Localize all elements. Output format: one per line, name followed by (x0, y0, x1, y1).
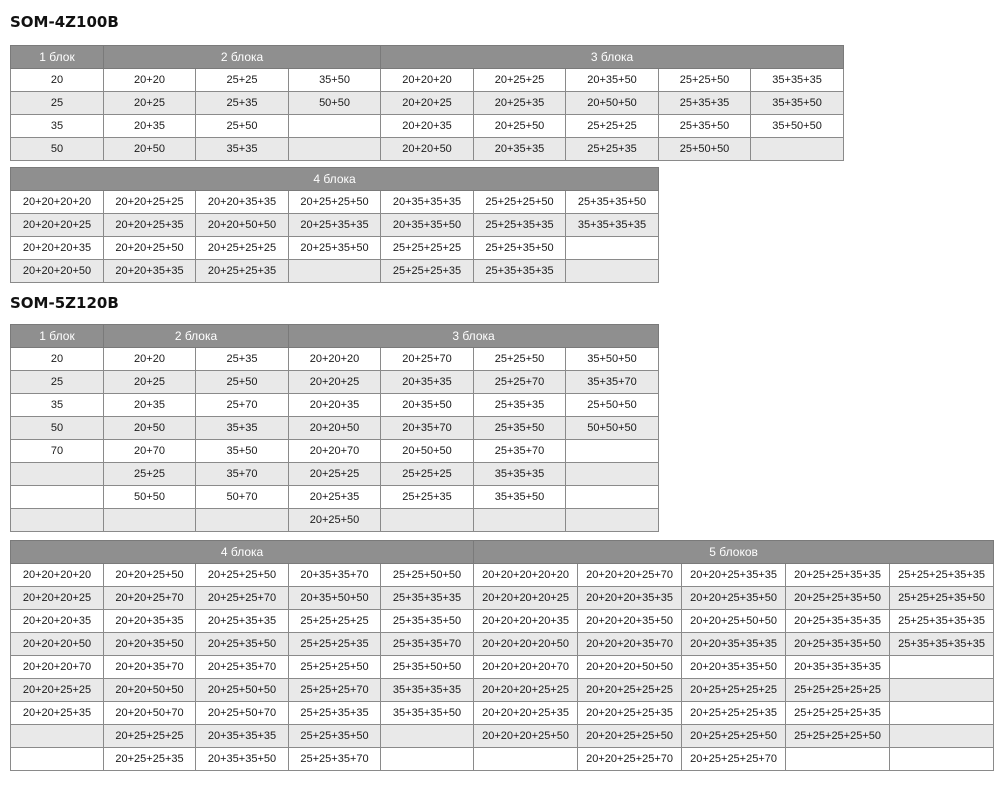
table-cell: 20+20+20+35 (11, 237, 104, 260)
table-cell: 20+20+25+25 (11, 679, 104, 702)
table-cell: 20+20+20+20 (11, 564, 104, 587)
table-cell (786, 748, 890, 771)
table-cell: 25+35+35 (659, 92, 751, 115)
table-cell: 35+35+35+50 (381, 702, 474, 725)
table-cell: 20+20+35 (381, 115, 474, 138)
table-cell: 20+20+25 (381, 92, 474, 115)
table-cell: 20+20+20 (381, 69, 474, 92)
table-row (11, 509, 659, 532)
table-som-5z120b-4-5-blocks (10, 540, 994, 771)
table-cell: 25+25+25+35+35 (890, 564, 994, 587)
table-cell: 20+35+50 (566, 69, 659, 92)
table-cell: 25+25+25+25+50 (786, 725, 890, 748)
table-cell: 20+35+35+35 (381, 191, 474, 214)
table-cell: 20+25+25+25 (196, 237, 289, 260)
table-cell (566, 237, 659, 260)
table-cell: 25+25+25 (566, 115, 659, 138)
table-cell: 25+35+35+35+35 (890, 633, 994, 656)
table-row (11, 260, 659, 283)
table-cell: 20+20+25+35 (104, 214, 196, 237)
table-row (11, 440, 659, 463)
table-cell: 25+50 (196, 371, 289, 394)
table-cell: 20+25+35+50 (289, 237, 381, 260)
table-cell: 25+35+50 (474, 417, 566, 440)
table-cell (566, 440, 659, 463)
table-row (11, 486, 659, 509)
table-cell (196, 509, 289, 532)
table-cell: 20+20+25+50+50 (682, 610, 786, 633)
table-cell (566, 463, 659, 486)
table-row (11, 679, 994, 702)
table-cell: 50+50 (289, 92, 381, 115)
table-cell: 20+20 (104, 348, 196, 371)
table-cell: 25+25+35+35 (289, 702, 381, 725)
table-cell: 25+25+35+35+35 (890, 610, 994, 633)
table-row (11, 348, 659, 371)
table-cell: 20+70 (104, 440, 196, 463)
table-cell: 20+20+35+70 (104, 656, 196, 679)
table-cell: 25+25+35 (566, 138, 659, 161)
table-cell: 20+35+50 (381, 394, 474, 417)
table-cell: 20+20+20+20+50 (474, 633, 578, 656)
table-cell: 20+20+35+50 (104, 633, 196, 656)
table-cell (566, 486, 659, 509)
table-cell: 20+35+50+50 (289, 587, 381, 610)
column-group-header: 5 блоков (474, 541, 994, 564)
table-cell: 20+50 (104, 138, 196, 161)
table-cell: 20+20+70 (289, 440, 381, 463)
table-cell (289, 260, 381, 283)
table-cell: 25+50+50 (566, 394, 659, 417)
table-cell: 20+20+35 (289, 394, 381, 417)
table-cell: 25+25+70 (474, 371, 566, 394)
table-cell: 50+70 (196, 486, 289, 509)
table-cell: 20+35+70 (381, 417, 474, 440)
table-header-row (11, 168, 659, 191)
table-row (11, 564, 994, 587)
table-cell: 35+35 (196, 417, 289, 440)
table-cell: 35+35+35 (474, 463, 566, 486)
table-cell: 20+20+20+20+70 (474, 656, 578, 679)
table-header-row (11, 46, 844, 69)
table-cell: 35+35+70 (566, 371, 659, 394)
table-row (11, 702, 994, 725)
table-cell: 20+25+25+50 (196, 564, 289, 587)
table-cell: 25+25+25+70 (289, 679, 381, 702)
table-cell: 25+25+25+50 (289, 656, 381, 679)
table-cell: 25+35+50+50 (381, 656, 474, 679)
table-cell: 35+50+50 (751, 115, 844, 138)
table-cell: 20+25+25+25+50 (682, 725, 786, 748)
table-cell: 20+20+25+35+50 (682, 587, 786, 610)
table-cell: 35+35+50 (751, 92, 844, 115)
table-cell: 20+35+35+35 (196, 725, 289, 748)
table-cell (890, 748, 994, 771)
table-cell: 20+35+35 (474, 138, 566, 161)
table-row (11, 463, 659, 486)
table-cell: 20+25 (104, 371, 196, 394)
table-cell: 50 (11, 417, 104, 440)
table-cell (104, 509, 196, 532)
table-cell (890, 656, 994, 679)
table-cell: 20+20+25+50 (104, 564, 196, 587)
table-row (11, 191, 659, 214)
table-cell (751, 138, 844, 161)
table-cell: 20+25+50+50 (196, 679, 289, 702)
table-cell: 20+35+35+50 (196, 748, 289, 771)
table-cell: 25+25+25+35 (289, 633, 381, 656)
table-cell: 20+50+50 (566, 92, 659, 115)
table-cell: 25+25+50 (474, 348, 566, 371)
table-cell: 20+25+25+70 (196, 587, 289, 610)
table-cell: 20+20+25 (289, 371, 381, 394)
table-row (11, 237, 659, 260)
table-cell: 20+20+35+35+50 (682, 656, 786, 679)
table-cell: 35+35+35+35 (381, 679, 474, 702)
table-cell: 25+25+35+35 (474, 214, 566, 237)
table-cell: 20+35+35+50 (381, 214, 474, 237)
table-cell: 20 (11, 348, 104, 371)
table-cell: 20+20+50+50 (196, 214, 289, 237)
table-cell: 35+50 (196, 440, 289, 463)
table-som-4z100b-4-blocks (10, 167, 659, 283)
table-cell: 20+25+35+35 (196, 610, 289, 633)
table-cell: 25+50+50 (659, 138, 751, 161)
column-group-header: 2 блока (104, 46, 381, 69)
table-cell: 25+25+35+70 (289, 748, 381, 771)
table-cell: 35+70 (196, 463, 289, 486)
table-cell: 25+25+25+35 (381, 260, 474, 283)
table-cell (289, 115, 381, 138)
table-cell (890, 679, 994, 702)
table-cell: 20+20+20+25 (11, 587, 104, 610)
table-cell: 20+20+20+25+35 (474, 702, 578, 725)
table-cell: 20+25+25+25+35 (682, 702, 786, 725)
table-cell: 20+20+35+35 (104, 610, 196, 633)
table-cell: 70 (11, 440, 104, 463)
table-cell: 20+20+20+25+70 (578, 564, 682, 587)
table-cell: 20+25+50 (474, 115, 566, 138)
table-cell: 20+20+20+25+25 (474, 679, 578, 702)
table-cell: 20+20+50 (381, 138, 474, 161)
table-row (11, 214, 659, 237)
table-cell: 20+20+20+20 (11, 191, 104, 214)
table-cell (890, 725, 994, 748)
table-cell: 20+20+20+35+50 (578, 610, 682, 633)
table-cell: 20+25+35+50 (196, 633, 289, 656)
table-cell (381, 509, 474, 532)
table-cell: 20+20+35+35 (104, 260, 196, 283)
column-group-header: 3 блока (289, 325, 659, 348)
table-cell: 25+25+25+35+50 (890, 587, 994, 610)
table-cell: 25 (11, 92, 104, 115)
table-cell: 20+50+50 (381, 440, 474, 463)
column-group-header: 1 блок (11, 325, 104, 348)
table-cell: 20+35 (104, 115, 196, 138)
table-cell: 20+25+35 (474, 92, 566, 115)
table-cell: 20+25+25 (474, 69, 566, 92)
table-cell (11, 509, 104, 532)
table-cell: 20+20+25+25+70 (578, 748, 682, 771)
table-cell (381, 748, 474, 771)
table-cell: 35+35 (196, 138, 289, 161)
column-group-header: 4 блока (11, 168, 659, 191)
table-cell: 25+25 (104, 463, 196, 486)
table-header-row (11, 325, 659, 348)
table-cell: 25+35+50 (659, 115, 751, 138)
table-cell: 20+35+35 (381, 371, 474, 394)
table-cell: 20+25+25+35 (196, 260, 289, 283)
table-cell: 25+25+25 (381, 463, 474, 486)
table-cell: 25+35+35+35 (381, 587, 474, 610)
table-cell: 20+25+25+50 (289, 191, 381, 214)
table-cell: 25+50 (196, 115, 289, 138)
column-group-header: 3 блока (381, 46, 844, 69)
table-som-5z120b-1-3-blocks (10, 324, 659, 532)
table-cell: 35 (11, 394, 104, 417)
table-cell: 25+25+50 (659, 69, 751, 92)
table-cell: 20+25+35+35+35 (786, 610, 890, 633)
table-row (11, 587, 994, 610)
table-cell: 20+20+20+20+20 (474, 564, 578, 587)
section-title-som-5z120b: SOM-5Z120B (10, 294, 119, 312)
table-row (11, 417, 659, 440)
table-cell: 25+35+35+50 (566, 191, 659, 214)
table-cell (11, 725, 104, 748)
table-cell: 20+20+25+25+50 (578, 725, 682, 748)
table-cell: 35+35+35+35 (566, 214, 659, 237)
table-cell: 20+20+20+70 (11, 656, 104, 679)
table-cell: 25+70 (196, 394, 289, 417)
table-cell: 20+20+20 (289, 348, 381, 371)
table-cell (566, 260, 659, 283)
table-cell (11, 486, 104, 509)
table-cell: 50+50+50 (566, 417, 659, 440)
table-cell: 20+25 (104, 92, 196, 115)
table-row (11, 138, 844, 161)
table-cell: 35+35+50 (474, 486, 566, 509)
table-cell: 35+35+35 (751, 69, 844, 92)
table-cell: 35+50 (289, 69, 381, 92)
table-cell: 25+35+35+50 (381, 610, 474, 633)
table-cell: 25+35 (196, 92, 289, 115)
table-cell: 20+20+25+70 (104, 587, 196, 610)
table-cell: 20+20+20+50 (11, 633, 104, 656)
table-cell: 20+25+25+25+25 (682, 679, 786, 702)
table-cell (289, 138, 381, 161)
table-row (11, 394, 659, 417)
table-cell: 20+20+20+50+50 (578, 656, 682, 679)
table-cell: 20+20+50+50 (104, 679, 196, 702)
table-cell: 20+20+35+35+35 (682, 633, 786, 656)
table-row (11, 92, 844, 115)
table-cell: 25+25+25+25 (381, 237, 474, 260)
table-cell (474, 748, 578, 771)
table-cell: 20+25+25+35+35 (786, 564, 890, 587)
section-title-som-4z100b: SOM-4Z100B (10, 13, 119, 31)
table-cell: 20+20+25+35 (11, 702, 104, 725)
table-cell: 25+25+25+25+35 (786, 702, 890, 725)
table-row (11, 656, 994, 679)
table-cell: 25+25+25+25 (289, 610, 381, 633)
table-cell (381, 725, 474, 748)
table-row (11, 725, 994, 748)
table-row (11, 69, 844, 92)
table-cell: 50+50 (104, 486, 196, 509)
table-cell: 20+25+25+25 (104, 725, 196, 748)
table-cell: 20+25+25+35 (104, 748, 196, 771)
table-cell: 20+50 (104, 417, 196, 440)
table-cell: 20+20+20+35+35 (578, 587, 682, 610)
table-cell: 35+50+50 (566, 348, 659, 371)
table-cell: 25+35+35+70 (381, 633, 474, 656)
table-row (11, 115, 844, 138)
table-cell: 20+25+50 (289, 509, 381, 532)
table-cell: 20+25+25+25+70 (682, 748, 786, 771)
table-row (11, 748, 994, 771)
table-cell: 20+20+50+70 (104, 702, 196, 725)
column-group-header: 1 блок (11, 46, 104, 69)
table-cell: 20+25+25+35+50 (786, 587, 890, 610)
table-cell: 25+25+35+50 (289, 725, 381, 748)
table-cell: 20+25+25 (289, 463, 381, 486)
table-cell: 25+25+25+50 (474, 191, 566, 214)
table-cell: 25+35+35 (474, 394, 566, 417)
table-cell: 20+20+20+25 (11, 214, 104, 237)
table-cell: 20+20+25+35+35 (682, 564, 786, 587)
table-cell: 20+25+35+35+50 (786, 633, 890, 656)
table-cell: 25+35 (196, 348, 289, 371)
table-cell: 20+20+20+20+35 (474, 610, 578, 633)
table-cell: 20+20+25+50 (104, 237, 196, 260)
table-cell: 25 (11, 371, 104, 394)
table-header-row (11, 541, 994, 564)
table-cell: 20+25+35+35 (289, 214, 381, 237)
table-cell: 20+20+25+25 (104, 191, 196, 214)
table-cell: 20+20+20+50 (11, 260, 104, 283)
table-row (11, 610, 994, 633)
table-cell: 20 (11, 69, 104, 92)
table-cell: 25+25+35+50 (474, 237, 566, 260)
table-cell: 50 (11, 138, 104, 161)
table-cell: 25+35+35+35 (474, 260, 566, 283)
table-cell: 20+20+25+25+35 (578, 702, 682, 725)
table-cell: 20+25+70 (381, 348, 474, 371)
table-cell: 20+35 (104, 394, 196, 417)
table-cell (566, 509, 659, 532)
table-cell: 20+35+35+35+35 (786, 656, 890, 679)
table-cell: 20+25+35+70 (196, 656, 289, 679)
table-row (11, 371, 659, 394)
table-cell: 20+25+35 (289, 486, 381, 509)
table-cell: 20+20+20+25+50 (474, 725, 578, 748)
table-cell: 20+20+20+35+70 (578, 633, 682, 656)
table-cell: 20+20+35+35 (196, 191, 289, 214)
table-cell: 25+25+50+50 (381, 564, 474, 587)
table-cell: 20+20 (104, 69, 196, 92)
table-cell (11, 463, 104, 486)
table-cell: 25+25+25+25+25 (786, 679, 890, 702)
table-cell: 35 (11, 115, 104, 138)
table-cell (890, 702, 994, 725)
column-group-header: 2 блока (104, 325, 289, 348)
table-cell: 25+25 (196, 69, 289, 92)
table-cell: 20+20+25+25+25 (578, 679, 682, 702)
table-cell: 20+20+50 (289, 417, 381, 440)
table-cell: 25+25+35 (381, 486, 474, 509)
table-cell (474, 509, 566, 532)
column-group-header: 4 блока (11, 541, 474, 564)
table-cell: 20+20+20+20+25 (474, 587, 578, 610)
table-cell (11, 748, 104, 771)
table-cell: 20+20+20+35 (11, 610, 104, 633)
table-cell: 25+35+70 (474, 440, 566, 463)
table-som-4z100b-1-3-blocks (10, 45, 844, 161)
table-cell: 20+25+50+70 (196, 702, 289, 725)
table-cell: 20+35+35+70 (289, 564, 381, 587)
table-row (11, 633, 994, 656)
